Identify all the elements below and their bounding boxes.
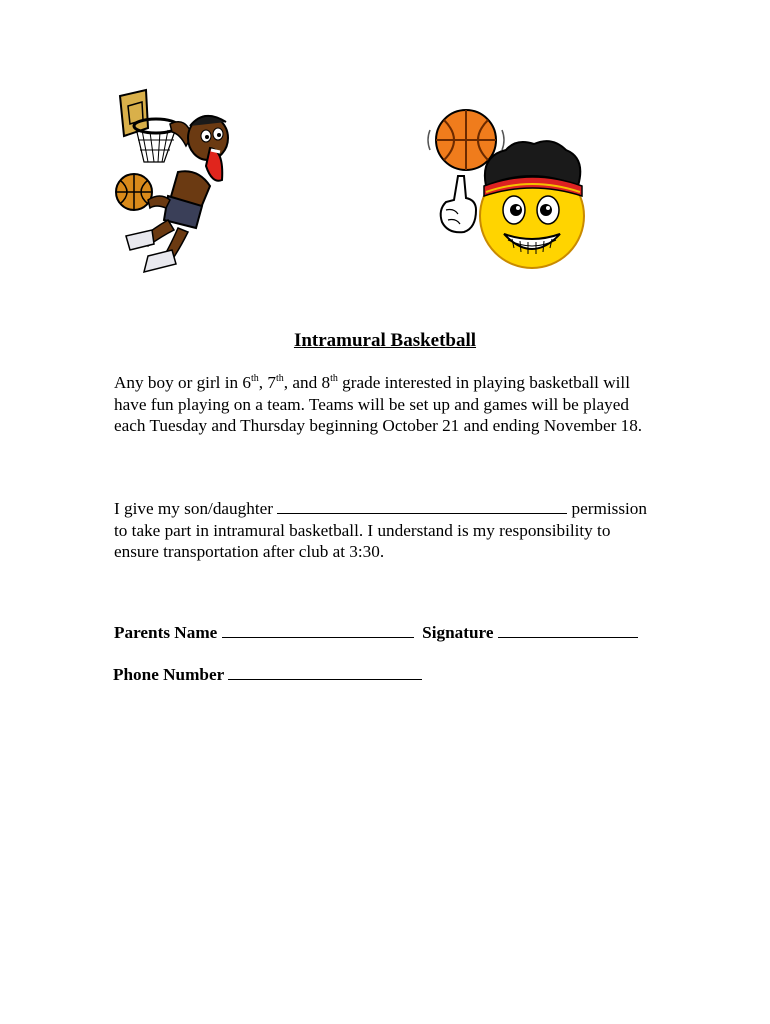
student-name-blank[interactable] — [277, 499, 567, 514]
dunking-player-illustration — [108, 88, 248, 278]
parents-name-label: Parents Name — [114, 623, 218, 642]
intro-line-3: each Tuesday and Thursday beginning October 21 and ending November 18. — [114, 416, 643, 435]
intro-text-4: grade interested in playing basketball will — [337, 373, 630, 392]
title-text: Intramural Basketball — [293, 330, 477, 351]
permission-tail: permission — [567, 499, 647, 518]
permission-line-2: to take part in intramural basketball. I understand is my responsibility to — [114, 520, 611, 540]
permission-paragraph — [114, 498, 674, 563]
page-title — [0, 330, 770, 352]
intro-paragraph — [114, 372, 674, 437]
smiley-spinning-ball-illustration — [424, 106, 588, 274]
intro-text-1: Any boy or girl in 6 — [114, 373, 252, 392]
intro-text-3: , and 8 — [283, 373, 331, 392]
intro-text-2: , 7 — [258, 373, 276, 392]
permission-line-3: ensure transportation after club at 3:30. — [114, 542, 385, 561]
intro-sup-1: th — [251, 373, 259, 384]
parents-name-blank[interactable] — [222, 623, 414, 638]
signature-label: Signature — [422, 623, 494, 642]
phone-number-label: Phone Number — [113, 665, 224, 684]
phone-number-blank[interactable] — [228, 665, 422, 680]
intro-sup-3: th — [330, 373, 338, 384]
intro-line-2: have fun playing on a team. Teams will be set up and games will be played — [114, 394, 629, 414]
parent-signature-row — [114, 623, 638, 643]
permission-lead: I give my son/daughter — [114, 499, 278, 518]
signature-blank[interactable] — [498, 623, 638, 638]
phone-row — [113, 665, 422, 685]
intro-sup-2: th — [275, 373, 284, 384]
